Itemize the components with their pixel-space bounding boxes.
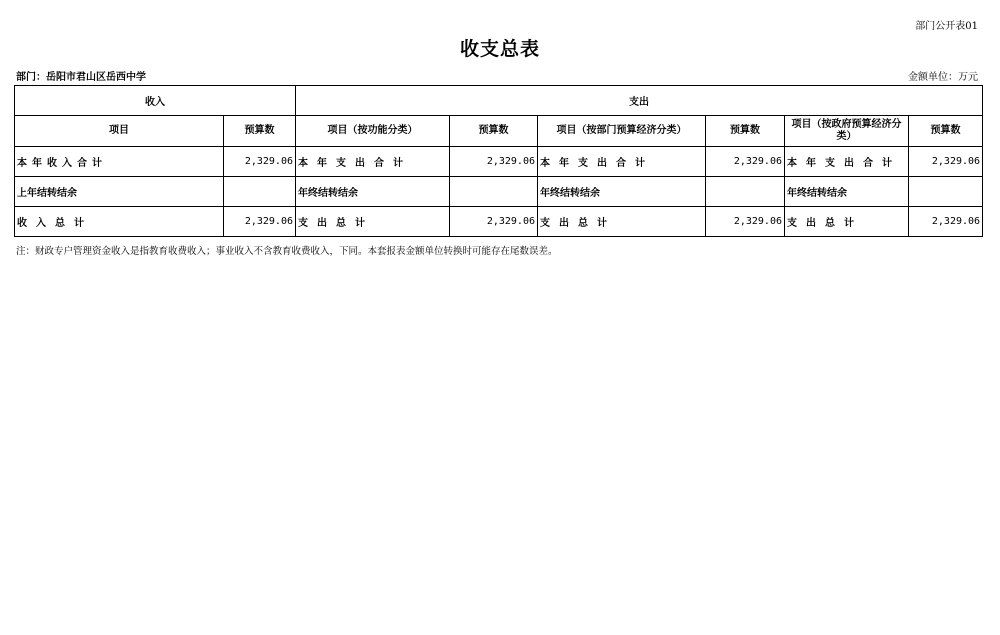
row-income-value: 2,329.06 xyxy=(224,147,296,177)
row-dept-value: 2,329.06 xyxy=(706,207,785,237)
col-header-gov-item: 项目（按政府预算经济分类） xyxy=(785,116,909,147)
col-header-gov-budget: 预算数 xyxy=(909,116,983,147)
income-band-header: 收入 xyxy=(15,86,296,116)
footnote: 注：财政专户管理资金收入是指教育收费收入；事业收入不含教育收费收入，下同。本套报表金额单位转换时可能存在尾数误差。 xyxy=(16,246,558,257)
row-gov-value xyxy=(909,177,983,207)
col-header-income-budget: 预算数 xyxy=(224,116,296,147)
row-gov-value: 2,329.06 xyxy=(909,147,983,177)
department-label: 部门：岳阳市君山区岳西中学 xyxy=(16,72,146,83)
row-func-value: 2,329.06 xyxy=(450,207,538,237)
amount-unit-label: 金额单位：万元 xyxy=(908,72,978,83)
row-gov-value: 2,329.06 xyxy=(909,207,983,237)
row-dept-label: 支出总计 xyxy=(538,207,706,237)
row-dept-label: 本年支出合计 xyxy=(538,147,706,177)
row-func-value: 2,329.06 xyxy=(450,147,538,177)
table-header-row xyxy=(15,116,983,147)
row-income-label: 本年收入合计 xyxy=(15,147,224,177)
row-func-label: 年终结转结余 xyxy=(296,177,450,207)
row-income-label: 收入总计 xyxy=(15,207,224,237)
table-row xyxy=(15,207,983,237)
table-row xyxy=(15,177,983,207)
row-dept-label: 年终结转结余 xyxy=(538,177,706,207)
row-gov-label: 支出总计 xyxy=(785,207,909,237)
table-band-row xyxy=(15,86,983,116)
row-income-label: 上年结转结余 xyxy=(15,177,224,207)
row-func-label: 本年支出合计 xyxy=(296,147,450,177)
income-expense-table xyxy=(14,85,983,237)
row-income-value: 2,329.06 xyxy=(224,207,296,237)
table-row xyxy=(15,147,983,177)
page-title: 收支总表 xyxy=(459,38,540,60)
row-gov-label: 年终结转结余 xyxy=(785,177,909,207)
col-header-income-item: 项目 xyxy=(15,116,224,147)
col-header-func-budget: 预算数 xyxy=(450,116,538,147)
col-header-dept-budget: 预算数 xyxy=(706,116,785,147)
row-income-value xyxy=(224,177,296,207)
form-code: 部门公开表01 xyxy=(915,21,978,32)
row-gov-label: 本年支出合计 xyxy=(785,147,909,177)
col-header-dept-item: 项目（按部门预算经济分类） xyxy=(538,116,706,147)
row-func-label: 支出总计 xyxy=(296,207,450,237)
row-func-value xyxy=(450,177,538,207)
col-header-func-item: 项目（按功能分类） xyxy=(296,116,450,147)
row-dept-value: 2,329.06 xyxy=(706,147,785,177)
row-dept-value xyxy=(706,177,785,207)
expense-band-header: 支出 xyxy=(296,86,983,116)
